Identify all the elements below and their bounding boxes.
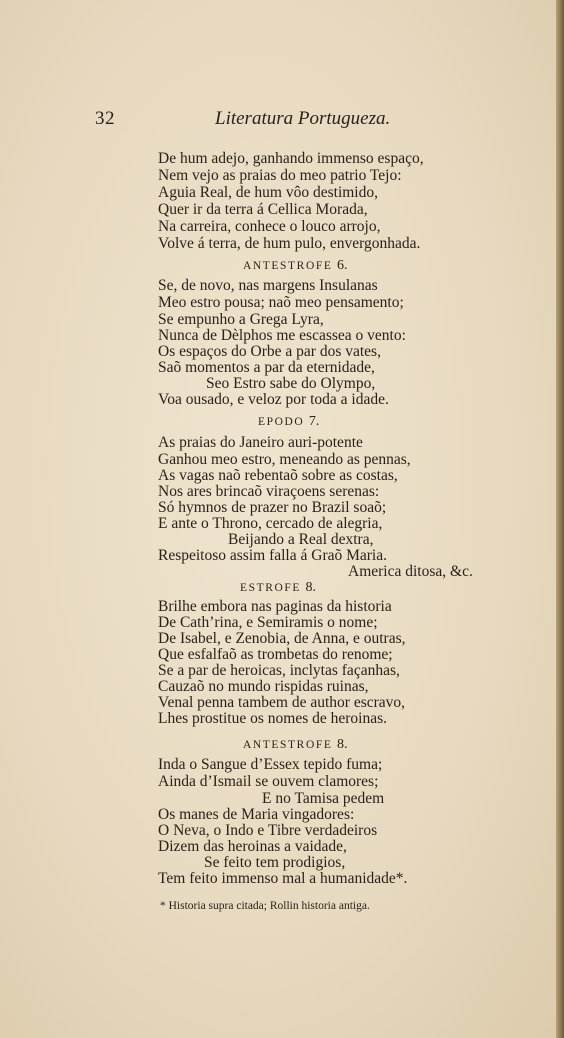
verse-line: Brilhe embora nas paginas da historia (158, 598, 392, 615)
section-heading-antestrofe-6 (243, 258, 347, 274)
verse-line: Dizem das heroinas a vaidade, (158, 838, 347, 855)
verse-line: Ganhou meo estro, meneando as pennas, (158, 451, 411, 468)
verse-line: Que esfalfaõ as trombetas do renome; (158, 646, 393, 663)
verse-line: Só hymnos de prazer no Brazil soaõ; (158, 499, 387, 516)
verse-line: Na carreira, conhece o louco arrojo, (158, 218, 381, 235)
verse-line: Tem feito immenso mal a humanidade*. (158, 870, 408, 887)
section-heading-epodo-7 (258, 414, 319, 430)
verse-line: As praias do Janeiro auri-potente (158, 434, 363, 451)
page-edge-shadow (556, 0, 564, 1038)
section-heading-estrofe-8 (240, 580, 316, 596)
verse-line: De hum adejo, ganhando immenso espaço, (158, 150, 424, 167)
verse-line: Venal penna tambem de author escravo, (158, 694, 406, 711)
heading-number: 7. (308, 414, 320, 429)
verse-line: Beijando a Real dextra, (228, 531, 374, 548)
verse-line: Meo estro pousa; naõ meo pensamento; (158, 294, 404, 311)
verse-line: Quer ir da terra á Cellica Morada, (158, 201, 368, 218)
verse-line: O Neva, o Indo e Tibre verdadeiros (158, 822, 378, 839)
verse-line: Se feito tem prodigios, (204, 854, 346, 871)
verse-line: As vagas naõ rebentaõ sobre as costas, (158, 467, 398, 484)
verse-line: Os manes de Maria vingadores: (158, 806, 355, 823)
verse-line: America ditosa, &c. (348, 563, 473, 580)
verse-line: Se empunho a Grega Lyra, (158, 311, 324, 328)
verse-line: E ante o Throno, cercado de alegria, (158, 515, 383, 532)
heading-number: 8. (305, 580, 317, 595)
page-header (0, 108, 564, 134)
verse-line: Inda o Sangue d’Essex tepido fuma; (158, 756, 383, 773)
verse-line: De Isabel, e Zenobia, de Anna, e outras, (158, 630, 406, 647)
heading-label: ESTROFE (240, 582, 302, 594)
heading-number: 8. (336, 737, 348, 752)
verse-line: Lhes prostitue os nomes de heroinas. (158, 710, 388, 727)
footnote: * Historia supra citada; Rollin historia antiga. (160, 900, 370, 912)
verse-line: Volve á terra, de hum pulo, envergonhada. (158, 235, 421, 252)
verse-line: Os espaços do Orbe a par dos vates, (158, 343, 381, 360)
verse-line: De Cath’rina, e Semiramis o nome; (158, 614, 378, 631)
heading-label: EPODO (258, 416, 305, 428)
verse-line: E no Tamisa pedem (262, 790, 385, 807)
verse-line: Voa ousado, e veloz por toda a idade. (158, 391, 389, 408)
heading-label: ANTESTROFE (243, 260, 333, 272)
heading-label: ANTESTROFE (243, 739, 333, 751)
verse-line: Ainda d’Ismail se ouvem clamores; (158, 773, 379, 790)
verse-line: Cauzaõ no mundo rispidas ruinas, (158, 678, 369, 695)
running-head: Literatura Portugueza. (215, 108, 391, 129)
verse-line: Saõ momentos a par da eternidade, (158, 359, 375, 376)
verse-line: Nunca de Dèlphos me escassea o vento: (158, 327, 406, 344)
verse-line: Respeitoso assim falla á Graõ Maria. (158, 547, 387, 564)
heading-number: 6. (336, 258, 348, 273)
verse-line: Nem vejo as praias do meo patrio Tejo: (158, 167, 402, 184)
verse-line: Se a par de heroicas, inclytas façanhas, (158, 662, 400, 679)
page-number: 32 (95, 108, 115, 129)
verse-line: Seo Estro sabe do Olympo, (206, 375, 376, 392)
verse-line: Nos ares brincaõ viraçoens serenas: (158, 483, 380, 500)
verse-line: Aguia Real, de hum vôo destimido, (158, 184, 378, 201)
verse-line: Se, de novo, nas margens Insulanas (158, 277, 378, 294)
section-heading-antestrofe-8 (243, 737, 347, 753)
